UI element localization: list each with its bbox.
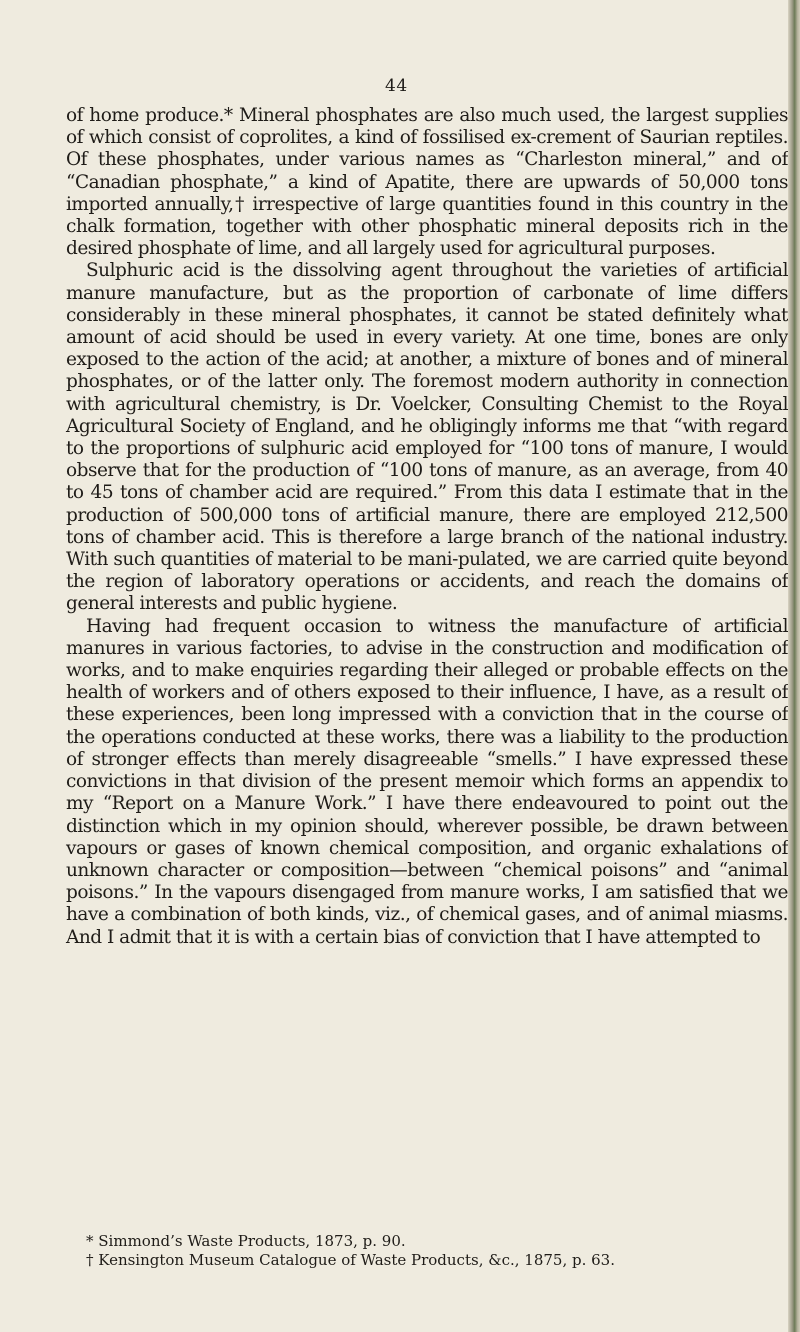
footnotes [86, 1232, 786, 1270]
page-edge [788, 0, 800, 1332]
paragraph-3: Having had frequent occasion to witness the manufacture of artificial manures in various factories, to advise in the construction and modification of works, and to make enquiries regarding their alleged or probable effects on the health of workers and of others exposed to their influence, I have, as a result of these experiences, been long impressed with a conviction that in the course of the operations conducted at these works, there was a liability to the production of stronger effects than merely disagreeable “smells.” I have expressed these convictions in that division of the present memoir which forms an appendix to my “Report on a Manure Work.” I have there endeavoured to point out the distinction which in my opinion should, wherever possible, be drawn between vapours or gases of known chemical composition, and organic exhalations of unknown character or composition—between “chemical poisons” and “animal poisons.” In the vapours disengaged from manure works, I am satisfied that we have a combination of both kinds, viz., of chemical gases, and of animal miasms. And I admit that it is with a certain bias of conviction that I have attempted to [66, 615, 788, 948]
paragraph-1: of home produce.* Mineral phosphates are also much used, the largest supplies of which consist of coprolites, a kind of fossilised ex-crement of Saurian reptiles. Of these phosphates, under various names as “Charleston mineral,” and of “Canadian phosphate,” a kind of Apatite, there are upwards of 50,000 tons imported annually,† irrespective of large quantities found in this country in the chalk formation, together with other phosphatic mineral deposits rich in the desired phosphate of lime, and all largely used for agricultural purposes. [66, 105, 788, 260]
page-number: 44 [385, 76, 408, 96]
footnote-1: * Simmond’s Waste Products, 1873, p. 90. [86, 1232, 406, 1250]
footnote-2: † Kensington Museum Catalogue of Waste Products, &c., 1875, p. 63. [86, 1251, 615, 1269]
paragraph-2: Sulphuric acid is the dissolving agent throughout the varieties of artificial manure manufacture, but as the proportion of carbonate of lime differs considerably in these mineral phosphates, it cannot be stated definitely what amount of acid should be used in every variety. At one time, bones are only exposed to the action of the acid; at another, a mixture of bones and of mineral phosphates, or of the latter only. The foremost modern authority in connection with agricultural chemistry, is Dr. Voelcker, Consulting Chemist to the Royal Agricultural Society of England, and he obligingly informs me that “with regard to the proportions of sulphuric acid employed for “100 tons of manure, I would observe that for the production of “100 tons of manure, as an average, from 40 to 45 tons of chamber acid are required.” From this data I estimate that in the production of 500,000 tons of artificial manure, there are employed 212,500 tons of chamber acid. This is therefore a large branch of the national industry. With such quantities of material to be mani-pulated, we are carried quite beyond the region of laboratory operations or accidents, and reach the domains of general interests and public hygiene. [66, 260, 788, 615]
body-text [66, 105, 788, 949]
